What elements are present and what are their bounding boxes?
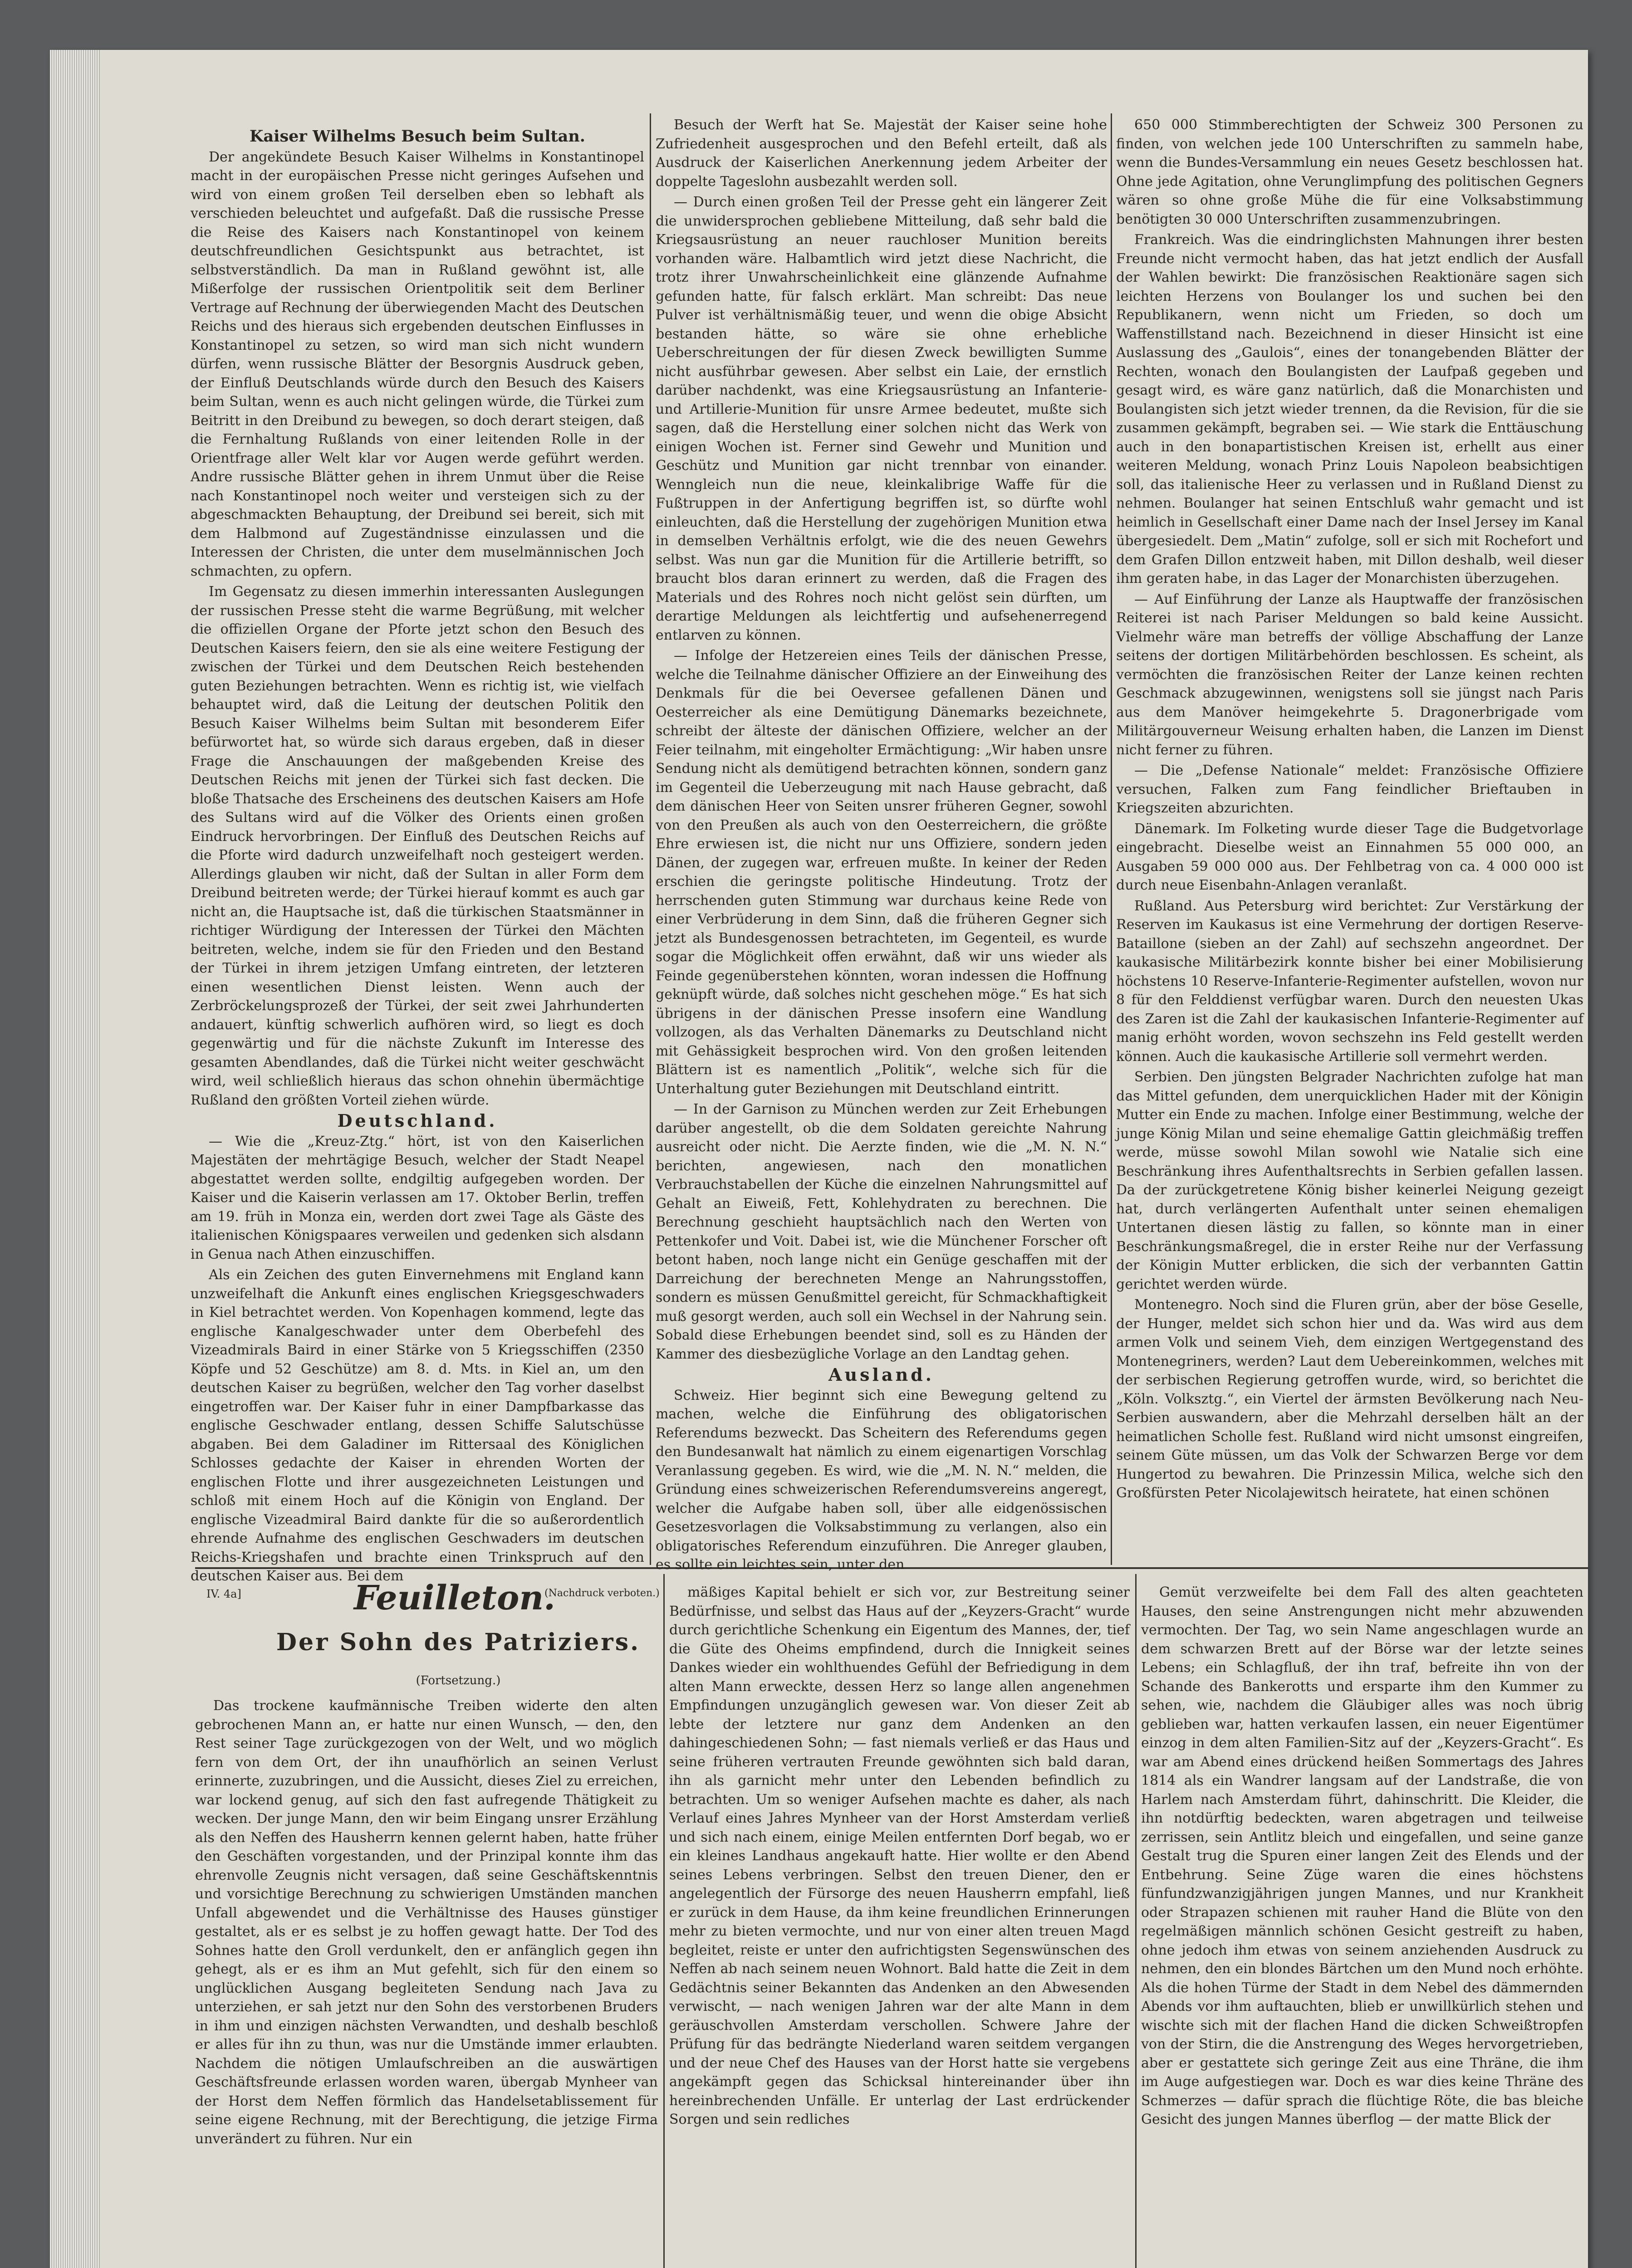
column-3 — [1116, 116, 1583, 1563]
article-paragraph: Schweiz. Hier beginnt sich eine Bewegung geltend zu machen, welche die Einführung des obligatorischen Referendums bezweckt. Das Scheitern des Referendums gegen den Bundesanwalt hat nämlich zu einem eigenartigen Vorschlag Veranlassung gegeben. Es wird, wie die „M. N. N.“ melden, die Gründung eines schweizerischen Referendumsvereins angeregt, welcher die Aufgabe haben soll, über alle eidgenössischen Gesetzesvorlagen die Volksabstimmung zu verlangen, also ein obligatorisches Referendum einzuführen. Die Anreger glauben, es sollte ein leichtes sein, unter den — [656, 1387, 1107, 1573]
article-paragraph: Montenegro. Noch sind die Fluren grün, aber der böse Geselle, der Hunger, meldet sich schon hier und da. Was wird aus dem armen Volk und seinem Vieh, dem einzigen Wertgegenstand des Montenegriners, werden? Laut dem Uebereinkommen, welches mit der serbischen Regierung getroffen wurde, wird, so berichtet die „Köln. Volksztg.“, ein Viertel der ärmsten Bevölkerung nach Neu-Serbien auswandern, aber die Mehrzahl derselben hält an der heimatlichen Scholle fest. Rußland wird nicht umsonst eingreifen, seinem Güte müssen, um das Volk der Schwarzen Berge vor dem Hungertod zu bewahren. Die Prinzessin Milica, welche sich den Großfürsten Peter Nicolajewitsch heiratete, hat einen schönen — [1116, 1297, 1583, 1501]
article-paragraph: Im Gegensatz zu diesen immerhin interessanten Auslegungen der russischen Presse steht die warme Begrüßung, mit welcher die offiziellen Organe der Pforte jetzt schon den Besuch des Deutschen Kaisers feiern, den sie als eine weitere Festigung der zwischen der Türkei und dem Deutschen Reich bestehenden guten Beziehungen betrachten. Wenn es richtig ist, wie vielfach behauptet wird, daß die Leitung der deutschen Politik den Besuch Kaiser Wilhelms beim Sultan mit besonderem Eifer befürwortet hat, so würde sich daraus ergeben, daß in dieser Frage die Anschauungen der maßgebenden Kreise des Deutschen Reichs mit jenen der Türkei sich fast decken. Die bloße Thatsache des Erscheinens des deutschen Kaisers am Hofe des Sultans wird auf die Völker des Orients einen großen Eindruck hervorbringen. Der Einfluß des Deutschen Reichs auf die Pforte wird dadurch unzweifelhaft noch gesteigert werden. Allerdings glauben wir nicht, daß der Sultan in aller Form dem Dreibund beitreten werde; der Türkei hierauf kommt es auch gar nicht an, die Hauptsache ist, daß die türkischen Staatsmänner in richtiger Würdigung der Interessen der Türkei den Mächten beitreten, welche, indem sie für den Frieden und den Bestand der Türkei in ihrem jetzigen Umfang eintreten, der letzteren einen wesentlichen Dienst leisten. Wenn auch der Zerbröckelungsprozeß der Türkei, der seit zwei Jahrhunderten andauert, künftig schwerlich aufhören wird, so liegt es doch gegenwärtig und für die nächste Zukunft im Interesse des gesamten Abendlandes, daß die Türkei nicht weiter geschwächt wird, weil schließlich hieraus das schon ohnehin übermächtige Rußland den größten Vorteil ziehen würde. — [191, 584, 644, 1108]
article-paragraph: Serbien. Den jüngsten Belgrader Nachrichten zufolge hat man das Mittel gefunden, dem unerquicklichen Hader mit der Königin Mutter ein Ende zu machen. Infolge einer Bestimmung, welche der junge König Milan und seine ehemalige Gattin gleichmäßig treffen werde, müsse sowohl Milan sowohl wie Natalie sich eine Beschränkung ihres Aufenthaltsrechts in Serbien gefallen lassen. Da der zurückgetretene König bisher keinerlei Neigung gezeigt hat, durch verlängerten Aufenthalt unter seinen ehemaligen Untertanen diesen lästig zu fallen, so könnte man in einer Beschränkungsmaßregel, die in erster Reihe nur der Verfassung der Königin Mutter erblicken, die sich der verbannten Gattin gerichtet werden würde. — [1116, 1069, 1583, 1292]
article-paragraph: — Durch einen großen Teil der Presse geht ein längerer Zeit die unwidersprochen gebliebene Mitteilung, daß sehr bald die Kriegsausrüstung an neuer rauchloser Munition bereits vorhanden wäre. Halbamtlich wird jetzt diese Nachricht, die trotz ihrer Unwahrscheinlichkeit eine glänzende Aufnahme gefunden hatte, für falsch erklärt. Man schreibt: Das neue Pulver ist verhältnismäßig teuer, und wenn die obige Absicht bestanden hätte, so wäre sie ohne erhebliche Ueberschreitungen der für diesen Zweck bewilligten Summe nicht ausführbar gewesen. Aber selbst ein Laie, der ernstlich darüber nachdenkt, was eine Kriegsausrüstung an Infanterie- und Artillerie-Munition für unsre Armee bedeutet, mußte sich sagen, daß die Herstellung einer solchen nicht das Werk von einigen Wochen ist. Ferner sind Gewehr und Munition und Geschütz und Munition gar nicht trennbar von einander. Wenngleich nun die neue, kleinkalibrige Waffe für die Fußtruppen in der Anfertigung begriffen ist, so dürfte wohl einleuchten, daß die Herstellung der zugehörigen Munition etwa in demselben Verhältnis erfolgt, wie die des neuen Gewehrs selbst. Was nun gar die Munition für die Artillerie betrifft, so braucht blos daran erinnert zu werden, daß die Fragen des Materials und des Rohres noch nicht gelöst sein dürften, um derartige Meldungen als leichtfertig und aufsehenerregend entlarven zu können. — [656, 194, 1107, 643]
page-stack-edge — [50, 50, 100, 2268]
article-paragraph: Besuch der Werft hat Se. Majestät der Kaiser seine hohe Zufriedenheit ausgesprochen und den Befehl erteilt, daß als Ausdruck der Kaiserlichen Anerkennung jedem Arbeiter der doppelte Tageslohn ausbezahlt werden soll. — [656, 117, 1107, 190]
section-mark: IV. 4a] — [206, 1588, 241, 1600]
story-paragraph: Das trockene kaufmännische Treiben widerte den alten gebrochenen Mann an, er hatte nur einen Wunsch, — den, den Rest seiner Tage zurückgezogen von der Welt, und wo möglich fern von dem Ort, der ihn unaufhörlich an seinen Verlust erinnerte, zuzubringen, und die Aussicht, dieses Ziel zu erreichen, war lockend genug, auf sich den fast aufregende Thätigkeit zu wecken. Der junge Mann, den wir beim Eingang unsrer Erzählung als den Neffen des Hausherrn kennen gelernt haben, hatte früher den Geschäften vorgestanden, und der Prinzipal konnte ihm das ehrenvolle Zeugnis nicht versagen, daß seine Geschäftskenntnis und vorsichtige Berechnung zu schwierigen Umständen manchen Unfall abgewendet und die Verhältnisse des Hauses günstiger gestaltet, als er es selbst je zu hoffen gewagt hatte. Der Tod des Sohnes hatte den Groll verdunkelt, den er anfänglich gegen ihn gehegt, als er es ihm an Mut gefehlt, sich für den einem so unglücklichen Ausgang begleiteten Sendung nach Java zu unterziehen, er sah jetzt nur den Sohn des verstorbenen Bruders in ihm und einzigen nächsten Verwandten, und deshalb beschloß er alles für ihn zu thun, was nur die Umstände immer erlaubten. Nachdem die nötigen Umlaufschreiben an die auswärtigen Geschäftsfreunde erlassen worden waren, übergab Mynheer van der Horst dem Neffen förmlich das Handelsetablissement für seine eigene Rechnung, mit der Berechtigung, die jetzige Firma unverändert zu führen. Nur ein — [195, 1698, 658, 2147]
feuilleton-column-3 — [1141, 1583, 1583, 2268]
section-heading-ausland: Ausland. — [828, 1364, 934, 1385]
feuilleton-column-2 — [669, 1583, 1130, 2268]
section-heading-deutschland: Deutschland. — [337, 1110, 498, 1131]
article-paragraph: — Auf Einführung der Lanze als Hauptwaffe der französischen Reiterei ist nach Pariser Meldungen so bald keine Aussicht. Vielmehr wäre man betreffs der völlige Abschaffung der Lanze seitens der dortigen Militärbehörden beschlossen. Es scheint, als vermöchten die französischen Reiter der Lanze keinen rechten Geschmack abzugewinnen, wenigstens soll sie jüngst nach Paris aus dem Manöver heimgekehrte 5. Dragonerbrigade vom Militärgouverneur Weisung erhalten haben, die Lanzen im Dienst nicht ferner zu führen. — [1116, 591, 1583, 758]
article-paragraph: Der angekündete Besuch Kaiser Wilhelms in Konstantinopel macht in der europäischen Presse nicht geringes Aufsehen und wird von einem großen Teil derselben eben so lebhaft als verschieden beleuchtet und aufgefaßt. Daß die russische Presse die Reise des Kaisers nach Konstantinopel von keinem deutschfreundlichen Gesichtspunkt aus betrachtet, ist selbstverständlich. Da man in Rußland gewöhnt ist, alle Mißerfolge der russischen Orientpolitik seit dem Berliner Vertrage auf Rechnung der überwiegenden Macht des Deutschen Reichs und des hieraus sich ergebenden deutschen Einflusses in Konstantinopel zu setzen, so wird man sich nicht wundern dürfen, wenn russische Blätter der Besorgnis Ausdruck geben, der Einfluß Deutschlands würde durch den Besuch des Kaisers beim Sultan, wenn es auch nicht gelingen würde, die Türkei zum Beitritt in den Dreibund zu bewegen, so doch derart steigen, daß die Fernhaltung Rußlands von einer leitenden Rolle in der Orientfrage aller Welt klar vor Augen werde geführt werden. Andre russische Blätter gehen in ihrem Unmut über die Reise nach Konstantinopel noch weiter und versteigen sich zu der abgeschmackten Behauptung, der Dreibund sei bereit, sich mit dem Halbmond auf Zugeständnisse einzulassen und die Interessen der Christen, die unter dem muselmännischen Joch schmachten, zu opfern. — [191, 149, 644, 579]
article-paragraph: — Infolge der Hetzereien eines Teils der dänischen Presse, welche die Teilnahme dänischer Offiziere an der Einweihung des Denkmals für die bei Oeversee gefallenen Dänen und Oesterreicher als eine Demütigung Dänemarks bezeichnete, schreibt der älteste der dänischen Offiziere, welcher an der Feier teilnahm, mit eingeholter Ermächtigung: „Wir haben unsre Sendung nicht als demütigend betrachten können, sondern ganz im Gegenteil die Ueberzeugung mit nach Hause gebracht, daß dem dänischen Heer von Seiten unsrer früheren Gegner, sowohl von den Preußen als auch von den Oesterreichern, die größte Ehre erwiesen ist, die nicht nur uns Offiziere, sondern jeden Dänen, der zugegen war, erfreuen mußte. In keiner der Reden erschien die geringste politische Hindeutung. Trotz der herrschenden guten Stimmung war durchaus keine Rede von einer Verbrüderung in dem Sinn, daß die früheren Gegner sich jetzt als Bundesgenossen betrachteten, im Gegenteil, es wurde sogar die Möglichkeit offen erwähnt, daß wir uns wieder als Feinde gegenüberstehen könnten, woran indessen die Hoffnung geknüpft würde, daß solches nicht geschehen möge.“ Es hat sich übrigens in der dänischen Presse insofern eine Wandlung vollzogen, als das Verhalten Dänemarks zu Deutschland nicht mit Gehässigkeit besprochen wird. Von den großen leitenden Blättern ist es namentlich „Politik“, welche sich für die Unterhaltung guter Beziehungen mit Deutschland eintritt. — [656, 648, 1107, 1097]
story-continuation: (Fortsetzung.) — [416, 1674, 501, 1687]
article-paragraph: Dänemark. Im Folketing wurde dieser Tage die Budgetvorlage eingebracht. Dieselbe weist an Einnahmen 55 000 000, an Ausgaben 59 000 000 aus. Der Fehlbetrag von ca. 4 000 000 ist durch neue Eisenbahn-Anlagen veranlaßt. — [1116, 821, 1583, 893]
article-paragraph: — Wie die „Kreuz-Ztg.“ hört, ist von den Kaiserlichen Majestäten der mehrtägige Besuch, welcher der Stadt Neapel abgestattet werden sollte, endgiltig aufgegeben worden. Der Kaiser und die Kaiserin verlassen am 17. Oktober Berlin, treffen am 19. früh in Monza ein, werden dort zwei Tage als Gäste des italienischen Königspaares verweilen und gedenken sich alsdann in Genua nach Athen einzuschiffen. — [191, 1133, 644, 1262]
column-rule-2 — [1111, 113, 1112, 1565]
column-2 — [656, 116, 1107, 1573]
article-paragraph: Frankreich. Was die eindringlichsten Mahnungen ihrer besten Freunde nicht vermocht haben, das hat jetzt endlich der Ausfall der Wahlen bewirkt: Die französischen Reaktionäre sagen sich leichten Herzens von Boulanger los und suchen bei den Republikanern, wenn nicht um Frieden, so doch um Waffenstillstand nach. Bezeichnend in dieser Hinsicht ist eine Auslassung des „Gaulois“, eines der tonangebenden Blätter der Rechten, wonach den Boulangisten der Laufpaß gegeben und gesagt wird, es wäre ganz natürlich, daß die Monarchisten und Boulangisten sich jetzt wieder trennen, da die Revision, für die sie zusammen gekämpft, begraben sei. — Wie stark die Enttäuschung auch in den bonapartistischen Kreisen ist, erhellt aus einer weiteren Meldung, wonach Prinz Louis Napoleon beabsichtigen soll, das italienische Heer zu verlassen und in Rußland Dienst zu nehmen. Boulanger hat seinen Entschluß wahr gemacht und ist heimlich in Gesellschaft einer Dame nach der Insel Jersey im Kanal übergesiedelt. Dem „Matin“ zufolge, soll er sich mit Rochefort und dem Grafen Dillon entzweit haben, mit Dillon deshalb, weil dieser ihm geraten habe, in das Lager der Monarchisten überzugehen. — [1116, 232, 1583, 587]
article-paragraph: Rußland. Aus Petersburg wird berichtet: Zur Verstärkung der Reserven im Kaukasus ist eine Vermehrung der dortigen Reserve-Bataillone (sieben an der Zahl) auf sechszehn angeordnet. Der kaukasische Militärbezirk konnte bisher bei einer Mobilisierung höchstens 10 Reserve-Infanterie-Regimenter aufstellen, wovon nur 8 für den Felddienst verfügbar waren. Durch den neuesten Ukas des Zaren ist die Zahl der kaukasischen Infanterie-Regimenter auf manig erhöht worden, wovon sechszehn ins Feld gestellt werden können. Auch die kaukasische Artillerie soll vermehrt werden. — [1116, 898, 1583, 1065]
article-paragraph: Als ein Zeichen des guten Einvernehmens mit England kann unzweifelhaft die Ankunft eines englischen Kriegsgeschwaders in Kiel betrachtet werden. Von Kopenhagen kommend, legte das englische Kanalgeschwader unter dem Oberbefehl des Vizeadmirals Baird in einer Stärke von 5 Kriegsschiffen (2350 Köpfe und 52 Geschütze) am 8. d. Mts. in Kiel an, um den deutschen Kaiser zu begrüßen, welcher den Tag vorher daselbst eingetroffen war. Der Kaiser fuhr in einer Dampfbarkasse das englische Geschwader entlang, dessen Schiffe Salutschüsse abgaben. Bei dem Galadiner im Rittersaal des Königlichen Schlosses gedachte der Kaiser in ehrenden Worten der englischen Flotte und ihrer ausgezeichneten Leistungen und schloß mit einem Hoch auf die Königin von England. Der englische Vizeadmiral Baird dankte für die so außerordentlich ehrende Aufnahme des englischen Geschwaders im deutschen Reichs-Kriegshafen und brachte einen Trinkspruch auf den deutschen Kaiser aus. Bei dem — [191, 1267, 644, 1584]
article-paragraph: — Die „Defense Nationale“ meldet: Französische Offiziere versuchen, Falken zum Fang feindlicher Brieftauben in Kriegszeiten abzurichten. — [1116, 763, 1583, 816]
feuilleton-title: Feuilleton. — [354, 1579, 555, 1618]
article-heading-kaiser: Kaiser Wilhelms Besuch beim Sultan. — [250, 127, 585, 146]
column-1 — [191, 127, 644, 1584]
story-paragraph: mäßiges Kapital behielt er sich vor, zur Bestreitung seiner Bedürfnisse, und selbst das Haus auf der „Keyzers-Gracht“ wurde durch gerichtliche Schenkung ein Eigentum des Mannes, der, tief die Güte des Oheims empfindend, durch die Innigkeit seines Dankes wieder ein wohlthuendes Gefühl der Befriedigung in dem alten Mann erweckte, dessen Herz so lange allen angenehmen Empfindungen unzugänglich gewesen war. Von dieser Zeit ab lebte der letztere nur ganz dem Andenken an den dahingeschiedenen Sohn; — fast niemals verließ er das Haus und seine früheren vertrauten Freunde gewöhnten sich bald daran, ihn als garnicht mehr unter den Lebenden befindlich zu betrachten. Um so weniger Aufsehen machte es daher, als nach Verlauf eines Jahres Mynheer van der Horst Amsterdam verließ und sich nach einem, einige Meilen entfernten Dorf begab, wo er ein kleines Landhaus angekauft hatte. Hier wollte er den Abend seines Lebens verbringen. Selbst den treuen Diener, den er angelegentlich der Fürsorge des neuen Hausherrn empfahl, ließ er zurück in dem Hause, da ihm keine freundlichen Erinnerungen mehr zu bieten vermochte, und nur von einer alten treuen Magd begleitet, reiste er unter den aufrichtigsten Segenswünschen des Neffen ab nach seinem neuen Wohnort. Bald hatte die Zeit in dem Gedächtnis seiner Bekannten das Andenken an den Abwesenden verwischt, — nach wenigen Jahren war der alte Mann in dem geräuschvollen Amsterdam verschollen. Schwere Jahre der Prüfung für das bedrängte Niederland waren seitdem vergangen und der neue Chef des Hauses van der Horst hatte sie vergebens angekämpft gegen das Schicksal hintereinander über ihn hereinbrechenden Unfälle. Er unterlag der Last erdrückender Sorgen und sein redliches — [669, 1584, 1130, 2127]
story-title: Der Sohn des Patriziers. — [276, 1628, 641, 1656]
column-rule-1 — [650, 113, 651, 1565]
story-paragraph: Gemüt verzweifelte bei dem Fall des alten geachteten Hauses, den seine Anstrengungen nicht mehr abzuwenden vermochten. Der Tag, wo sein Name angeschlagen wurde an dem schwarzen Brett auf der Börse war der letzte seines Lebens; ein Schlagfluß, der ihn traf, befreite ihn von der Schande des Bankerotts und ersparte ihm den Kummer zu sehen, wie, nachdem die Gläubiger alles was noch übrig geblieben war, hatten verkaufen lassen, ein neuer Eigentümer einzog in dem alten Familien-Sitz auf der „Keyzers-Gracht“. Es war am Abend eines drückend heißen Sommertags des Jahres 1814 als ein Wandrer langsam auf der Landstraße, die von Harlem nach Amsterdam führt, dahinschritt. Die Kleider, die ihn notdürftig bedeckten, waren abgetragen und teilweise zerrissen, sein Antlitz bleich und eingefallen, und seine ganze Gestalt trug die Spuren einer langen Zeit des Elends und der Entbehrung. Seine Züge waren die eines höchstens fünfundzwanzigjährigen jungen Mannes, und nur Krankheit oder Strapazen schienen mit rauher Hand die Blüte von den regelmäßigen männlich schönen Gesicht gestreift zu haben, ohne jedoch ihm etwas von seinem anziehenden Ausdruck zu nehmen, den ein blondes Bärtchen um den Mund noch erhöhte. Als die hohen Türme der Stadt in dem Nebel des dämmernden Abends vor ihm auftauchten, blieb er unwillkürlich stehen und wischte sich mit der flachen Hand die dicken Schweißtropfen von der Stirn, die die Anstrengung des Weges hervorgetrieben, aber er gestattete sich geringe Zeit aus eine Thräne, die ihm im Auge aufgestiegen war. Doch es war dies keine Thräne des Schmerzes — dafür sprach die flüchtige Röte, die bas bleiche Gesicht des jungen Mannes überflog — der matte Blick der — [1141, 1584, 1583, 2127]
article-paragraph: — In der Garnison zu München werden zur Zeit Erhebungen darüber angestellt, ob die dem Soldaten gereichte Nahrung ausreicht oder nicht. Die Aerzte finden, wie die „M. N. N.“ berichten, angewiesen, nach den monatlichen Verbrauchstabellen der Küche die einzelnen Nahrungsmittel auf Gehalt an Eiweiß, Fett, Kohlehydraten zu berechnen. Die Berechnung geschieht hauptsächlich nach den Werten von Pettenkofer und Voit. Dabei ist, wie die Münchener Forscher oft betont haben, noch lange nicht ein Genüge geschaffen mit der Darreichung der berechneten Menge an Nahrungsstoffen, sondern es müssen Genußmittel gereicht, für Schmackhaftigkeit muß gesorgt werden, auch soll ein Wechsel in der Nahrung sein. Sobald diese Erhebungen beendet sind, soll es zu Händen der Kammer des diesbezügliche Vorlage an den Landtag gehen. — [656, 1101, 1107, 1362]
reprint-note: (Nachdruck verboten.) — [544, 1588, 660, 1599]
article-paragraph: 650 000 Stimmberechtigten der Schweiz 300 Personen zu finden, von welchen jede 100 Unterschriften zu sammeln habe, wenn die Bundes-Versammlung ein neues Gesetz beschlossen hat. Ohne jede Agitation, ohne Verunglimpfung des politischen Gegners wären so ohne große Mühe die für eine Volksabstimmung benötigten 30 000 Unterschriften zusammenzubringen. — [1116, 117, 1583, 227]
feuil-rule-2 — [1135, 1574, 1137, 2268]
feuilleton-column-1 — [195, 1696, 658, 2268]
feuil-rule-1 — [663, 1574, 665, 2268]
